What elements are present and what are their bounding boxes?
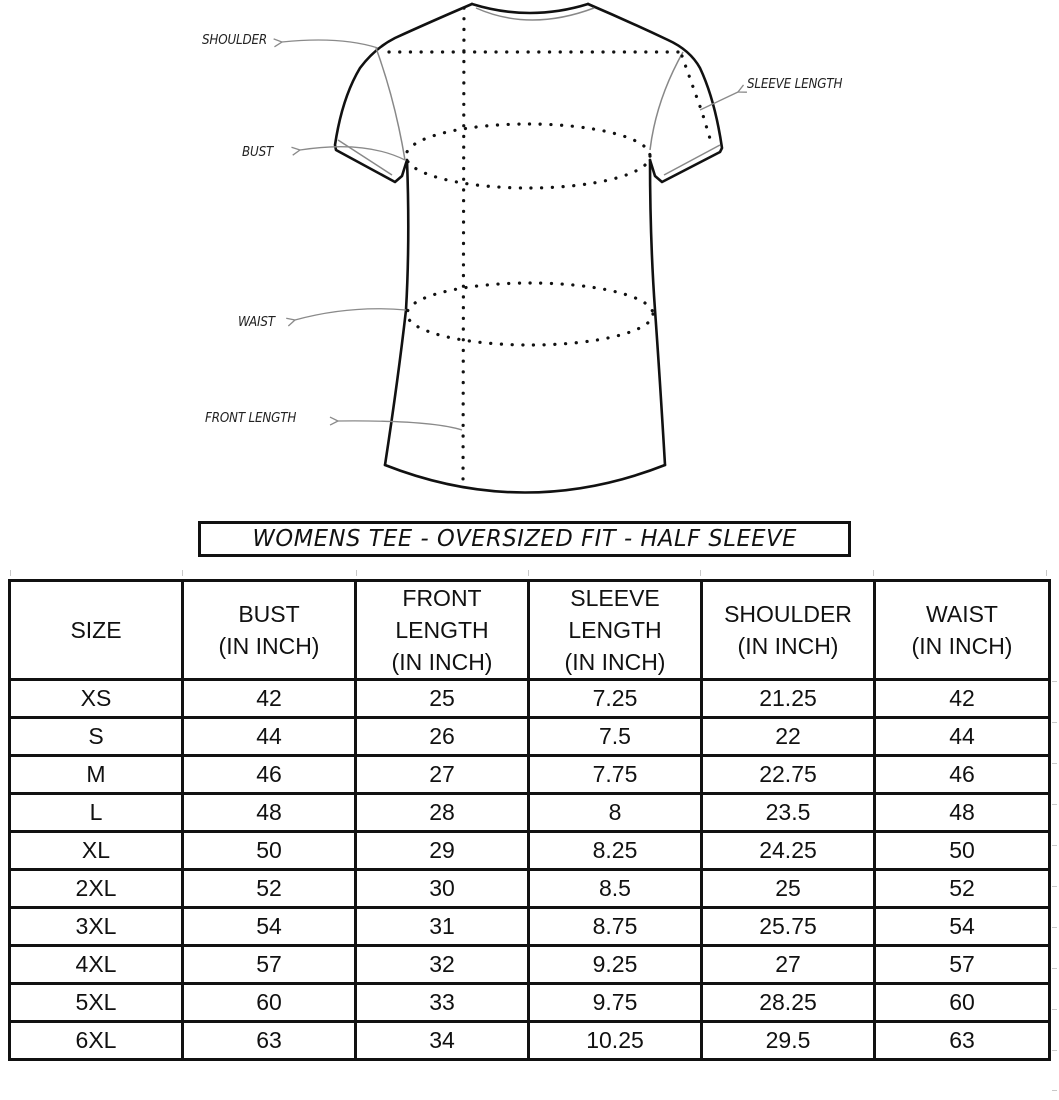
- cell-sleeve-length: 7.75: [529, 756, 702, 794]
- cell-waist: 50: [875, 832, 1050, 870]
- sleeve-length-label: SLEEVE LENGTH: [747, 77, 843, 92]
- cell-size: 3XL: [10, 908, 183, 946]
- cell-size: S: [10, 718, 183, 756]
- cell-size: 4XL: [10, 946, 183, 984]
- header-waist: WAIST (IN INCH): [875, 581, 1050, 680]
- cell-sleeve-length: 10.25: [529, 1022, 702, 1060]
- chart-title-box: [198, 521, 851, 557]
- cell-front-length: 31: [356, 908, 529, 946]
- table-row: [10, 1022, 1050, 1060]
- front-length-label: FRONT LENGTH: [205, 411, 297, 426]
- cell-shoulder: 22: [702, 718, 875, 756]
- cell-waist: 63: [875, 1022, 1050, 1060]
- table-row: [10, 756, 1050, 794]
- cell-bust: 46: [183, 756, 356, 794]
- header-size: SIZE: [10, 581, 183, 680]
- cell-sleeve-length: 8: [529, 794, 702, 832]
- chart-title: WOMENS TEE - OVERSIZED FIT - HALF SLEEVE: [252, 526, 797, 552]
- cell-shoulder: 24.25: [702, 832, 875, 870]
- cell-front-length: 34: [356, 1022, 529, 1060]
- cell-shoulder: 23.5: [702, 794, 875, 832]
- cell-bust: 48: [183, 794, 356, 832]
- cell-front-length: 29: [356, 832, 529, 870]
- cell-front-length: 26: [356, 718, 529, 756]
- cell-waist: 46: [875, 756, 1050, 794]
- cell-bust: 44: [183, 718, 356, 756]
- cell-size: M: [10, 756, 183, 794]
- cell-waist: 48: [875, 794, 1050, 832]
- table-row: [10, 946, 1050, 984]
- table-row: [10, 870, 1050, 908]
- table-row: [10, 794, 1050, 832]
- cell-sleeve-length: 8.5: [529, 870, 702, 908]
- cell-sleeve-length: 7.25: [529, 680, 702, 718]
- cell-shoulder: 25: [702, 870, 875, 908]
- cell-size: 6XL: [10, 1022, 183, 1060]
- cell-waist: 44: [875, 718, 1050, 756]
- header-sleeve-length: SLEEVE LENGTH (IN INCH): [529, 581, 702, 680]
- cell-shoulder: 28.25: [702, 984, 875, 1022]
- table-row: [10, 984, 1050, 1022]
- size-chart-table: [8, 579, 1051, 1061]
- waist-label: WAIST: [238, 315, 275, 330]
- cell-size: 5XL: [10, 984, 183, 1022]
- cell-shoulder: 21.25: [702, 680, 875, 718]
- cell-shoulder: 25.75: [702, 908, 875, 946]
- cell-front-length: 33: [356, 984, 529, 1022]
- cell-shoulder: 27: [702, 946, 875, 984]
- cell-front-length: 25: [356, 680, 529, 718]
- cell-bust: 63: [183, 1022, 356, 1060]
- cell-bust: 42: [183, 680, 356, 718]
- cell-waist: 54: [875, 908, 1050, 946]
- header-front-length: FRONT LENGTH (IN INCH): [356, 581, 529, 680]
- cell-front-length: 28: [356, 794, 529, 832]
- cell-waist: 57: [875, 946, 1050, 984]
- table-row: [10, 832, 1050, 870]
- table-row: [10, 718, 1050, 756]
- cell-size: XL: [10, 832, 183, 870]
- cell-sleeve-length: 9.25: [529, 946, 702, 984]
- cell-front-length: 32: [356, 946, 529, 984]
- cell-waist: 42: [875, 680, 1050, 718]
- cell-sleeve-length: 8.25: [529, 832, 702, 870]
- cell-bust: 52: [183, 870, 356, 908]
- cell-bust: 50: [183, 832, 356, 870]
- cell-size: L: [10, 794, 183, 832]
- cell-waist: 60: [875, 984, 1050, 1022]
- cell-sleeve-length: 7.5: [529, 718, 702, 756]
- header-row: [10, 581, 1050, 680]
- cell-shoulder: 29.5: [702, 1022, 875, 1060]
- cell-bust: 60: [183, 984, 356, 1022]
- cell-sleeve-length: 8.75: [529, 908, 702, 946]
- cell-bust: 54: [183, 908, 356, 946]
- tee-measurement-diagram: [0, 0, 1059, 510]
- header-bust: BUST (IN INCH): [183, 581, 356, 680]
- cell-sleeve-length: 9.75: [529, 984, 702, 1022]
- header-shoulder: SHOULDER (IN INCH): [702, 581, 875, 680]
- tshirt-outline-icon: [0, 0, 1059, 510]
- cell-shoulder: 22.75: [702, 756, 875, 794]
- cell-size: XS: [10, 680, 183, 718]
- cell-size: 2XL: [10, 870, 183, 908]
- cell-waist: 52: [875, 870, 1050, 908]
- cell-bust: 57: [183, 946, 356, 984]
- cell-front-length: 27: [356, 756, 529, 794]
- bust-label: BUST: [242, 145, 274, 160]
- cell-front-length: 30: [356, 870, 529, 908]
- table-row: [10, 680, 1050, 718]
- table-row: [10, 908, 1050, 946]
- shoulder-label: SHOULDER: [202, 33, 268, 48]
